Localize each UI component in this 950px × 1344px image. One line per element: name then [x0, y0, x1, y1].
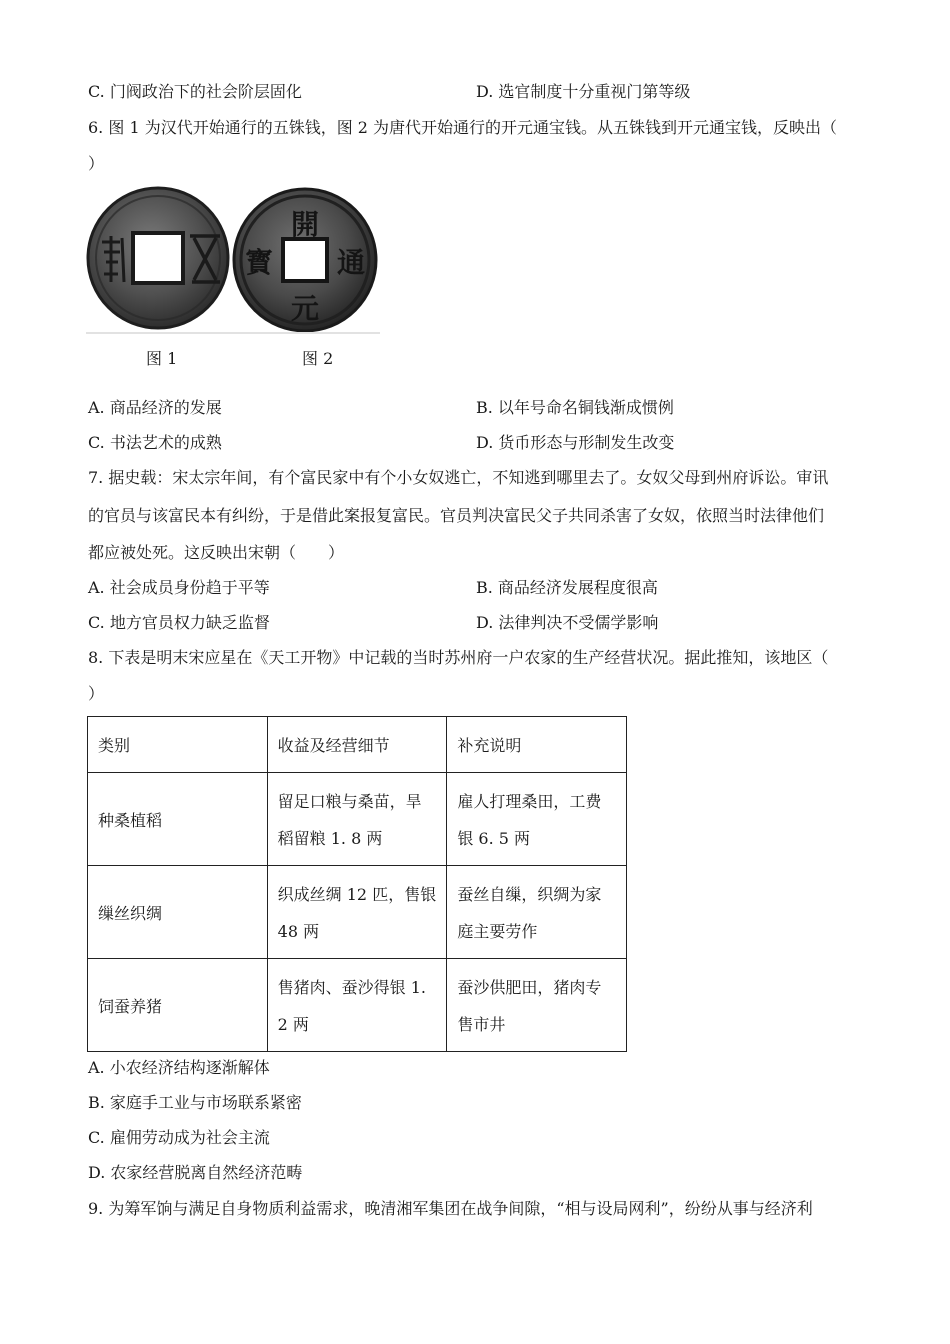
table-cell: 留足口粮与桑苗，旱稻留粮 1. 8 两 — [267, 773, 447, 866]
coin2-char-left: 寳 — [244, 246, 274, 279]
q7-option-b: B. 商品经济发展程度很高 — [476, 578, 658, 597]
table-cell: 缫丝织绸 — [88, 866, 268, 959]
table-row — [88, 773, 627, 866]
figure1-caption: 图 1 — [146, 349, 178, 368]
q8-stem-line2: ） — [88, 684, 105, 703]
coin2-char-right: 通 — [336, 246, 366, 279]
coin-images — [86, 186, 380, 336]
q8-stem-line1: 8. 下表是明末宋应星在《天工开物》中记载的当时苏州府一户农家的生产经营状况。据此推知，该地区（ — [88, 648, 829, 667]
q6-option-a: A. 商品经济的发展 — [88, 398, 222, 417]
table-row — [88, 866, 627, 959]
q7-stem-line1: 7. 据史载：宋太宗年间，有个富民家中有个小女奴逃亡，不知逃到哪里去了。女奴父母到州府诉讼。审讯 — [88, 468, 829, 487]
q8-option-c: C. 雇佣劳动成为社会主流 — [88, 1128, 270, 1147]
q6-option-b: B. 以年号命名铜钱渐成惯例 — [476, 398, 674, 417]
farm-operations-table — [87, 716, 627, 1052]
q7-option-a: A. 社会成员身份趋于平等 — [88, 578, 270, 597]
q6-stem-line1: 6. 图 1 为汉代开始通行的五铢钱，图 2 为唐代开始通行的开元通宝钱。从五铢钱到开元通宝钱，反映出（ — [88, 118, 838, 137]
q6-option-c: C. 书法艺术的成熟 — [88, 433, 222, 452]
q5-option-c: C. 门阀政治下的社会阶层固化 — [88, 82, 302, 101]
q7-option-d: D. 法律判决不受儒学影响 — [476, 613, 659, 632]
table-cell: 蚕丝自缫，织绸为家庭主要劳作 — [447, 866, 627, 959]
figure2-caption: 图 2 — [302, 349, 334, 368]
table-cell: 雇人打理桑田，工费银 6. 5 两 — [447, 773, 627, 866]
table-header-cell: 类别 — [88, 717, 268, 773]
table-cell: 售猪肉、蚕沙得银 1. 2 两 — [267, 959, 447, 1052]
wuzhu-coin-image — [88, 188, 228, 328]
figure-baseline — [86, 332, 380, 334]
table-header-row — [88, 717, 627, 773]
q8-option-b: B. 家庭手工业与市场联系紧密 — [88, 1093, 302, 1112]
coin2-char-top: 開 — [290, 208, 320, 241]
table-cell: 织成丝绸 12 匹，售银 48 两 — [267, 866, 447, 959]
q7-option-c: C. 地方官员权力缺乏监督 — [88, 613, 270, 632]
q7-stem-line3: 都应被处死。这反映出宋朝（ ） — [88, 543, 345, 562]
table-cell: 饲蚕养猪 — [88, 959, 268, 1052]
q5-option-d: D. 选官制度十分重视门第等级 — [476, 82, 691, 101]
q9-stem-line1: 9. 为筹军饷与满足自身物质利益需求，晚清湘军集团在战争间隙，“相与设局网利”，纷纷从事与经济利 — [88, 1199, 813, 1218]
table-cell: 蚕沙供肥田，猪肉专售市井 — [447, 959, 627, 1052]
q7-stem-line2: 的官员与该富民本有纠纷，于是借此案报复富民。官员判决富民父子共同杀害了女奴，依照当时法律他们 — [88, 506, 825, 525]
table-header-cell: 补充说明 — [447, 717, 627, 773]
q8-option-d: D. 农家经营脱离自然经济范畴 — [88, 1163, 303, 1182]
coin2-char-bottom: 元 — [290, 292, 320, 325]
table-cell: 种桑植稻 — [88, 773, 268, 866]
q6-option-d: D. 货币形态与形制发生改变 — [476, 433, 675, 452]
q6-stem-line2: ） — [88, 154, 105, 173]
table-row — [88, 959, 627, 1052]
q8-option-a: A. 小农经济结构逐渐解体 — [88, 1058, 270, 1077]
table-header-cell: 收益及经营细节 — [267, 717, 447, 773]
